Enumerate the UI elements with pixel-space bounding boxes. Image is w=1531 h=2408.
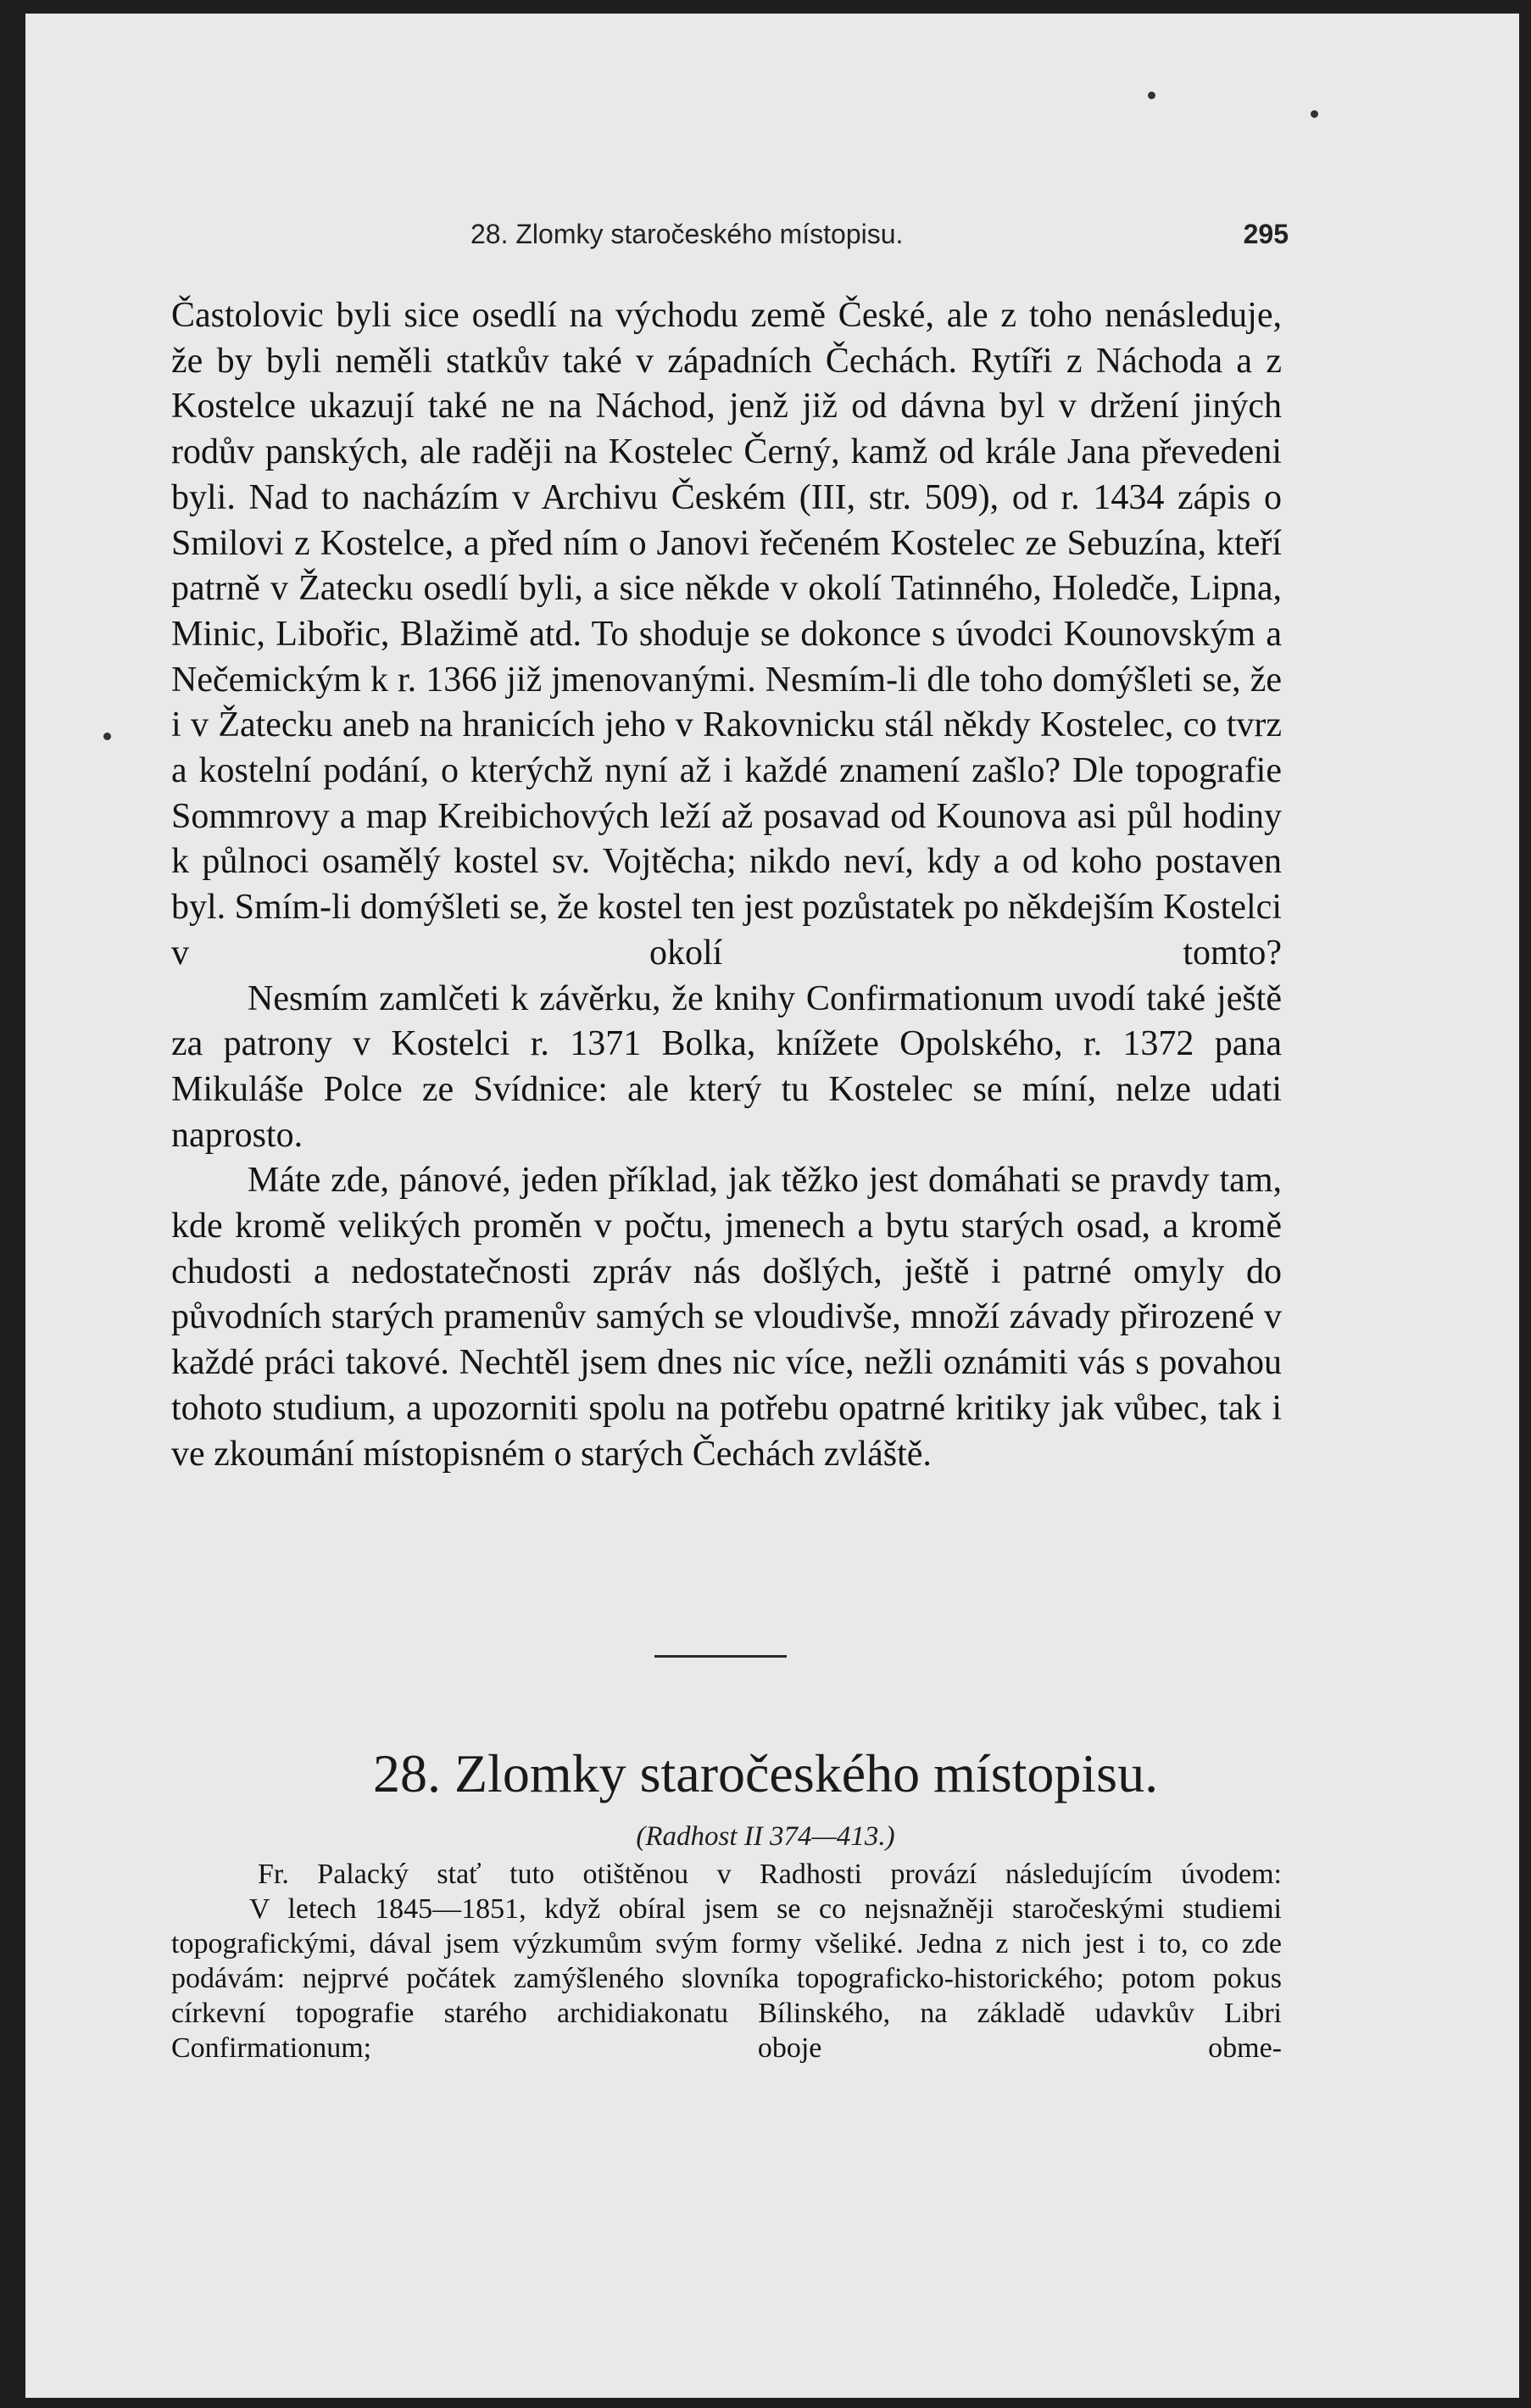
- speck-mark: [1148, 92, 1155, 99]
- body-text: [171, 293, 1282, 1477]
- section-divider: [654, 1655, 787, 1658]
- body-paragraph: Nesmím zamlčeti k závěrku, že knihy Confirmationum uvodí také ještě za patrony v Kostelci r. 1371 Bolka, knížete Opolského, r. 1372 pana Mikuláše Polce ze Svídnice: ale který tu Kostelec se míní, nelze udati naprosto.: [171, 978, 1282, 1155]
- intro-paragraph: Fr. Palacký stať tuto otištěnou v Radhosti provází následujícím úvodem:: [258, 1859, 1282, 1890]
- intro-text: [171, 1857, 1282, 2065]
- body-paragraph: Máte zde, pánové, jeden příklad, jak těžko jest domáhati se pravdy tam, kde kromě velikých proměn v počtu, jmenech a bytu starých osad, a kromě chudosti a nedostatečnosti zpráv nás došlých, ještě i patrné omyly do původních starých pramenův samých se vloudivše, množí závady přirozené v každé práci takové. Nechtěl jsem dnes nic více, nežli oznámiti vás s povahou tohoto studium, a upozorniti spolu na potřebu opatrné kritiky jak vůbec, tak i ve zkoumání místopisném o starých Čechách zvláště.: [171, 1161, 1282, 1474]
- speck-mark: [1311, 110, 1318, 118]
- body-paragraph: Častolovic byli sice osedlí na východu země České, ale z toho nenásleduje, že by byli neměli statkův také v západních Čechách. Rytíři z Náchoda a z Kostelce ukazují také ne na Náchod, jenž již od dávna byl v držení jiných rodův panských, ale raději na Kostelec Černý, kamž od krále Jana převedeni byli. Nad to nacházím v Archivu Českém (III, str. 509), od r. 1434 zápis o Smilovi z Kostelce, a před ním o Janovi řečeném Kostelec ze Sebuzína, kteří patrně v Žatecku osedlí byli, a sice někde v okolí Tatinného, Holedče, Lipna, Minic, Libořic, Blažimě atd. To shoduje se dokonce s úvodci Kounovským a Nečemickým k r. 1366 již jmenovanými. Nesmím-li dle toho domýšleti se, že i v Žatecku aneb na hranicích jeho v Rakovnicku stál někdy Kostelec, co tvrz a kostelní podání, o kterýchž nyní až i každé znamení zašlo? Dle topografie Sommrovy a map Kreibichových leží až posavad od Kounova asi půl hodiny k půlnoci osamělý kostel sv. Vojtěcha; nikdo neví, kdy a od koho postaven byl. Smím-li domýšleti se, že kostel ten jest pozůstatek po někdejším Kostelci v okolí tomto?: [171, 296, 1282, 973]
- speck-mark: [103, 733, 111, 740]
- running-header: [470, 219, 1289, 259]
- page-number: 295: [1243, 219, 1289, 249]
- intro-paragraph: V letech 1845—1851, když obíral jsem se co nejsnažněji staročeskými studiemi topografickými, dával jsem výzkumům svým formy všeliké. Jedna z nich jest i to, co zde podávám: nejprvé počátek zamýšleného slovníka topograficko-historického; potom pokus církevní topografie starého archidiakonatu Bílinského, na základě udavkův Libri Confirmationum; oboje obme-: [171, 1893, 1282, 2064]
- chapter-source: (Radhost II 374—413.): [636, 1821, 895, 1852]
- chapter-title: 28. Zlomky staročeského místopisu.: [372, 1743, 1159, 1803]
- running-title: 28. Zlomky staročeského místopisu.: [470, 219, 904, 249]
